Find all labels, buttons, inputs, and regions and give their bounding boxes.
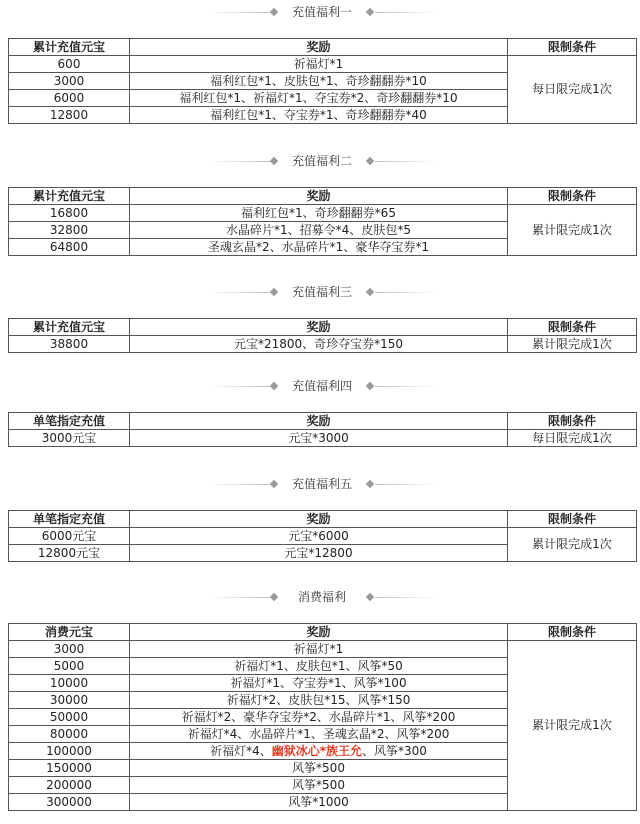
- header-limit: 限制条件: [508, 624, 637, 641]
- section-title: 充值福利四: [8, 376, 636, 396]
- section-title: 充值福利二: [8, 151, 636, 171]
- highlight-reward: 幽狱冰心*族王允: [271, 743, 362, 758]
- section-title: 充值福利五: [8, 474, 636, 494]
- header-reward: 奖励: [130, 319, 508, 336]
- header-amount: 累计充值元宝: [9, 39, 130, 56]
- diamond-icon: [270, 8, 278, 16]
- table-row: 5000 祈福灯*1、皮肤包*1、风筝*50: [9, 658, 637, 675]
- diamond-icon: [270, 157, 278, 165]
- diamond-icon: [366, 593, 374, 601]
- header-reward: 奖励: [130, 511, 508, 528]
- header-limit: 限制条件: [508, 511, 637, 528]
- table-row: 100000 祈福灯*4、幽狱冰心*族王允、风筝*300: [9, 743, 637, 760]
- table-row: 12800元宝 元宝*12800: [9, 545, 637, 562]
- table-row: 200000 风筝*500: [9, 777, 637, 794]
- table-row: 10000 祈福灯*1、夺宝券*1、风筝*100: [9, 675, 637, 692]
- diamond-icon: [366, 157, 374, 165]
- section-consume: [8, 587, 636, 811]
- diamond-icon: [270, 593, 278, 601]
- header-reward: 奖励: [130, 188, 508, 205]
- table-row: 3000元宝 元宝*3000 每日限完成1次: [9, 430, 637, 447]
- diamond-icon: [366, 480, 374, 488]
- header-reward: 奖励: [130, 413, 508, 430]
- section-title: 充值福利一: [8, 2, 636, 22]
- header-limit: 限制条件: [508, 188, 637, 205]
- header-limit: 限制条件: [508, 413, 637, 430]
- table-row: 3000 祈福灯*1 累计限完成1次: [9, 641, 637, 658]
- reward-table: [8, 623, 637, 811]
- limit-cell: 累计限完成1次: [508, 205, 637, 256]
- limit-cell: 每日限完成1次: [508, 430, 637, 447]
- reward-table: [8, 510, 637, 562]
- header-amount: 单笔指定充值: [9, 413, 130, 430]
- limit-cell: 累计限完成1次: [508, 336, 637, 353]
- diamond-icon: [270, 480, 278, 488]
- table-row: 16800 福利红包*1、奇珍翻翻券*65 累计限完成1次: [9, 205, 637, 222]
- section-recharge-2: [8, 151, 636, 256]
- section-title: 充值福利三: [8, 282, 636, 302]
- section-title: 消费福利: [8, 587, 636, 607]
- section-recharge-5: [8, 474, 636, 562]
- table-row: 50000 祈福灯*2、豪华夺宝券*2、水晶碎片*1、风筝*200: [9, 709, 637, 726]
- header-amount: 单笔指定充值: [9, 511, 130, 528]
- table-row: 64800 圣魂玄晶*2、水晶碎片*1、豪华夺宝券*1: [9, 239, 637, 256]
- header-amount: 累计充值元宝: [9, 188, 130, 205]
- section-recharge-1: [8, 2, 636, 124]
- table-row: 38800 元宝*21800、奇珍夺宝券*150 累计限完成1次: [9, 336, 637, 353]
- reward-table: [8, 187, 637, 256]
- section-recharge-3: [8, 282, 636, 353]
- reward-table: [8, 412, 637, 447]
- header-reward: 奖励: [130, 39, 508, 56]
- reward-table: [8, 318, 637, 353]
- table-row: 6000元宝 元宝*6000 累计限完成1次: [9, 528, 637, 545]
- table-row: 150000 风筝*500: [9, 760, 637, 777]
- diamond-icon: [366, 8, 374, 16]
- header-amount: 消费元宝: [9, 624, 130, 641]
- limit-cell: 累计限完成1次: [508, 528, 637, 562]
- limit-cell: 每日限完成1次: [508, 56, 637, 124]
- diamond-icon: [270, 382, 278, 390]
- table-row: 6000 福利红包*1、祈福灯*1、夺宝券*2、奇珍翻翻券*10: [9, 90, 637, 107]
- section-recharge-4: [8, 376, 636, 447]
- table-row: 300000 风筝*1000: [9, 794, 637, 811]
- table-row: 12800 福利红包*1、夺宝券*1、奇珍翻翻券*40: [9, 107, 637, 124]
- header-reward: 奖励: [130, 624, 508, 641]
- header-limit: 限制条件: [508, 39, 637, 56]
- diamond-icon: [366, 288, 374, 296]
- table-row: 600 祈福灯*1 每日限完成1次: [9, 56, 637, 73]
- table-row: 3000 福利红包*1、皮肤包*1、奇珍翻翻券*10: [9, 73, 637, 90]
- diamond-icon: [270, 288, 278, 296]
- limit-cell: 累计限完成1次: [508, 641, 637, 811]
- table-row: 32800 水晶碎片*1、招募令*4、皮肤包*5: [9, 222, 637, 239]
- reward-table: [8, 38, 637, 124]
- header-limit: 限制条件: [508, 319, 637, 336]
- diamond-icon: [366, 382, 374, 390]
- table-row: 30000 祈福灯*2、皮肤包*15、风筝*150: [9, 692, 637, 709]
- table-row: 80000 祈福灯*4、水晶碎片*1、圣魂玄晶*2、风筝*200: [9, 726, 637, 743]
- header-amount: 累计充值元宝: [9, 319, 130, 336]
